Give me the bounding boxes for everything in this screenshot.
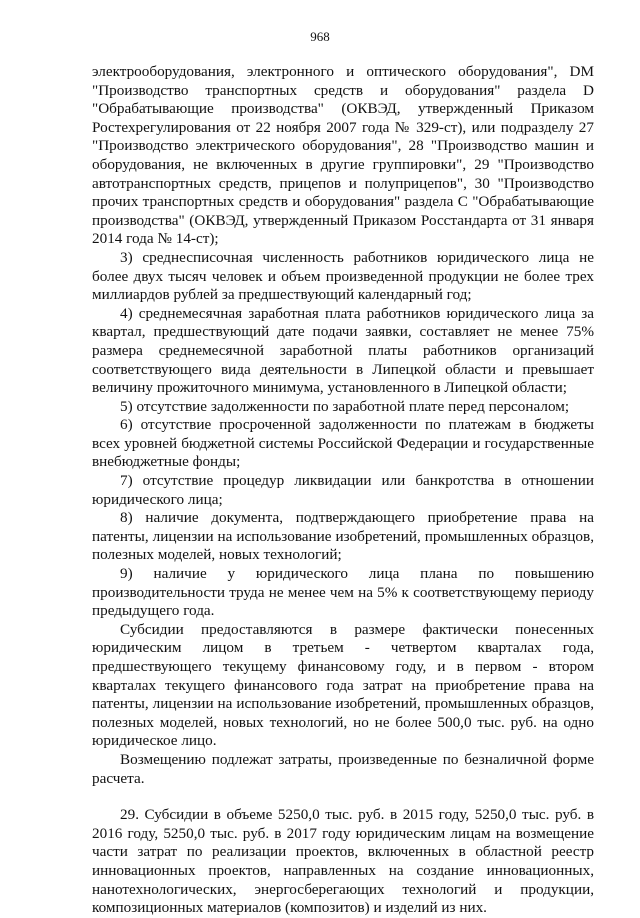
paragraph-item-7: 7) отсутствие процедур ликвидации или банкротства в отношении юридического лица; [92, 472, 594, 508]
document-body [92, 63, 594, 918]
paragraph-item-3: 3) среднесписочная численность работников юридического лица не более двух тысяч человек и объем произведенной продукции не более трех миллиардов рублей за предшествующий календарный год; [92, 248, 594, 304]
page-number: 968 [310, 29, 330, 44]
paragraph-continuation: электрооборудования, электронного и оптического оборудования", DM "Производство транспортных средств и оборудования" раздела D "Обрабатывающие производства" (ОКВЭД, утвержденный Приказом Ростехрегулирования от 22 ноября 2007 года № 329-ст), или подразделу 27 "Производство электрического оборудования", 28 "Производство машин и оборудования, не включенных в другие группировки", 29 "Производство автотранспортных средств, прицепов и полуприцепов", 30 "Производство прочих транспортных средств и оборудования" раздела С "Обрабатывающие производства" (ОКВЭД, утвержденный Приказом Росстандарта от 31 января 2014 года № 14-ст); [92, 63, 594, 248]
paragraph-item-5: 5) отсутствие задолженности по заработной плате перед персоналом; [120, 397, 570, 415]
paragraph-item-8: 8) наличие документа, подтверждающего приобретение права на патенты, лицензии на использование изобретений, промышленных образцов, полезных моделей, новых технологий; [92, 509, 594, 564]
paragraph-item-4: 4) среднемесячная заработная плата работников юридического лица за квартал, предшествующий дате подачи заявки, составляет не менее 75% размера среднемесячной заработной платы работников организаций соответствующего вида деятельности в Липецкой области и превышает величину прожиточного минимума, установленного в Липецкой области; [92, 304, 594, 397]
paragraph-item-9: 9) наличие у юридического лица плана по повышению производительности труда не менее чем на 5% к соответствующему периоду предыдущего года. [92, 565, 594, 620]
paragraph-reimbursement: Возмещению подлежат затраты, произведенные по безналичной форме расчета. [92, 750, 594, 787]
paragraph-subsidy-terms: Субсидии предоставляются в размере фактически понесенных юридическим лицом в третьем - четвертом кварталах года, предшествующего текущему финансовому году, и в первом - втором кварталах текущего финансового года затрат на приобретение права на патенты, лицензии на использование изобретений, промышленных образцов, полезных моделей, новых технологий, но не более 500,0 тыс. руб. на одно юридическое лицо. [92, 620, 594, 750]
paragraph-section-29: 29. Субсидии в объеме 5250,0 тыс. руб. в 2015 году, 5250,0 тыс. руб. в 2016 году, 5250,0 тыс. руб. в 2017 году юридическим лицам на возмещение части затрат по реализации проектов, включенных в областной реестр инновационных проектов, направленных на создание инновационных, нанотехнологических, энергосберегающих технологий и продукции, композиционных материалов (композитов) и изделий из них. [92, 806, 594, 917]
paragraph-item-6: 6) отсутствие просроченной задолженности по платежам в бюджеты всех уровней бюджетной системы Российской Федерации и государственные внебюджетные фонды; [92, 416, 594, 471]
